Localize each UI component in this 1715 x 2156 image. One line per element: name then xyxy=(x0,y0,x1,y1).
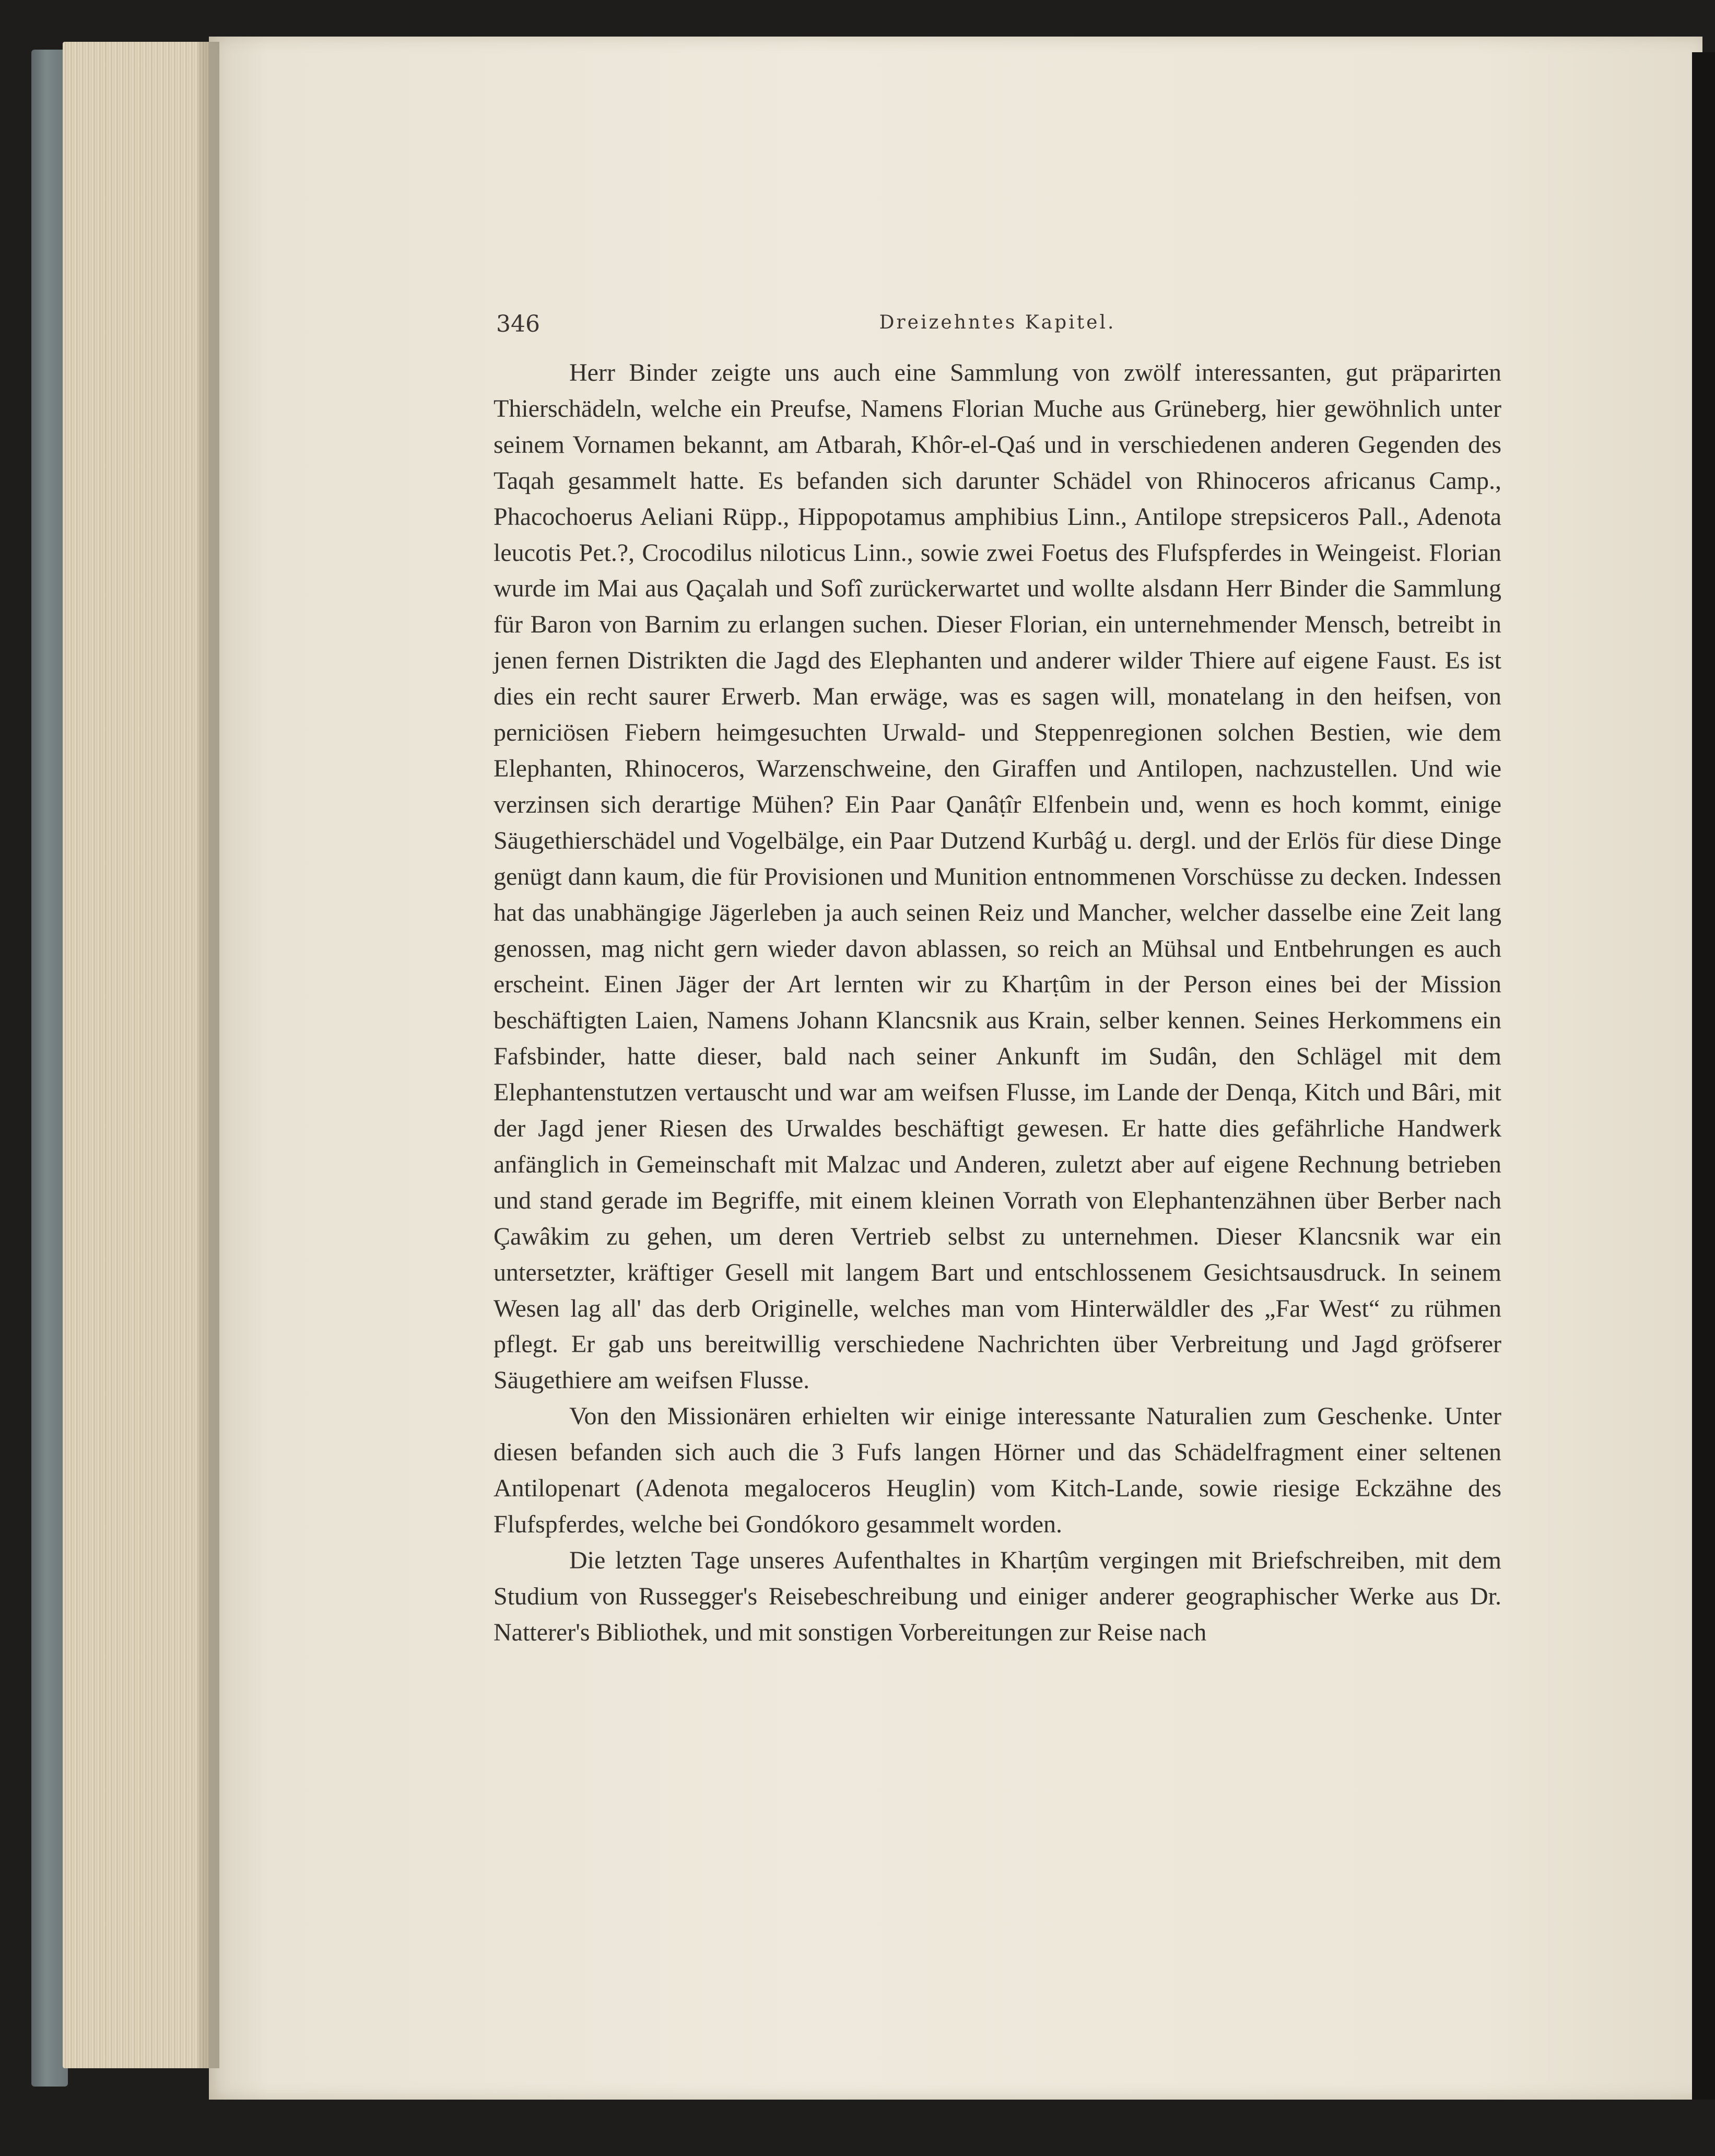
paragraph: Von den Missionären erhielten wir einige interessante Naturalien zum Geschenke. Unter diesen befanden sich auch die 3 Fufs langen Hörner und das Schädelfragment einer seltenen Antilopenart (Adenota megaloceros Heuglin) vom Kitch-Lande, sowie riesige Eckzähne des Flufspferdes, welche bei Gondókoro gesammelt worden. xyxy=(494,1402,1501,1538)
page-edges xyxy=(63,42,214,2068)
paragraph: Die letzten Tage unseres Aufenthaltes in Kharṭûm vergingen mit Briefschreiben, mit dem Studium von Russegger's Reisebeschreibung und einiger anderer geographischer Werke aus Dr. Natterer's Bibliothek, und mit sonstigen Vorbereitungen zur Reise nach xyxy=(494,1546,1501,1646)
gutter-shadow xyxy=(198,42,219,2068)
body-text xyxy=(494,355,1501,1651)
page-number: 346 xyxy=(496,311,540,337)
paragraph: Herr Binder zeigte uns auch eine Sammlung von zwölf interessanten, gut präparirten Thierschädeln, welche ein Preufse, Namens Florian Muche aus Grüneberg, hier gewöhnlich unter seinem Vornamen bekannt, am Atbarah, Khôr-el-Qaś und in verschiedenen anderen Gegenden des Taqah gesammelt hatte. Es befanden sich darunter Schädel von Rhinoceros africanus Camp., Phacochoerus Aeliani Rüpp., Hippopotamus amphibius Linn., Antilope strepsiceros Pall., Adenota leucotis Pet.?, Crocodilus niloticus Linn., sowie zwei Foetus des Flufspferdes in Weingeist. Florian wurde im Mai aus Qaçalah und Sofî zurückerwartet und wollte alsdann Herr Binder die Sammlung für Baron von Barnim zu erlangen suchen. Dieser Florian, ein unternehmender Mensch, betreibt in jenen fernen Distrikten die Jagd des Elephanten und anderer wilder Thiere auf eigene Faust. Es ist dies ein recht saurer Erwerb. Man erwäge, was es sagen will, monatelang in den heifsen, von perniciösen Fiebern heimgesuchten Urwald- und Steppenregionen solchen Bestien, wie dem Elephanten, Rhinoceros, Warzenschweine, den Giraffen und Antilopen, nachzustellen. Und wie verzinsen sich derartige Mühen? Ein Paar Qanâṭîr Elfenbein und, wenn es hoch kommt, einige Säugethierschädel und Vogelbälge, ein Paar Dutzend Kurbâǵ u. dergl. und der Erlös für diese Dinge genügt dann kaum, die für Provisionen und Munition entnommenen Vorschüsse zu decken. Indessen hat das unabhängige Jägerleben ja auch seinen Reiz und Mancher, welcher dasselbe eine Zeit lang genossen, mag nicht gern wieder davon ablassen, so reich an Mühsal und Entbehrungen es auch erscheint. Einen Jäger der Art lernten wir zu Kharṭûm in der Person eines bei der Mission beschäftigten Laien, Namens Johann Klancsnik aus Krain, selber kennen. Seines Herkommens ein Fafsbinder, hatte dieser, bald nach seiner Ankunft im Sudân, den Schlägel mit dem Elephantenstutzen vertauscht und war am weifsen Flusse, im Lande der Denqa, Kitch und Bâri, mit der Jagd jener Riesen des Urwaldes beschäftigt gewesen. Er hatte dies gefährliche Handwerk anfänglich in Gemeinschaft mit Malzac und Anderen, zuletzt aber auf eigene Rechnung betrieben und stand gerade im Begriffe, mit einem kleinen Vorrath von Elephantenzähnen über Berber nach Çawâkim zu gehen, um deren Vertrieb selbst zu unternehmen. Dieser Klancsnik war ein untersetzter, kräftiger Gesell mit langem Bart und entschlossenem Gesichtsausdruck. In seinem Wesen lag all' das derb Originelle, welches man vom Hinterwäldler des „Far West“ zu rühmen pflegt. Er gab uns bereitwillig verschiedene Nachrichten über Verbreitung und Jagd gröfserer Säugethiere am weifsen Flusse. xyxy=(494,359,1501,1395)
page-header xyxy=(496,311,1499,342)
scan-border xyxy=(1692,52,1715,2100)
running-head: Dreizehntes Kapitel. xyxy=(879,312,1116,333)
